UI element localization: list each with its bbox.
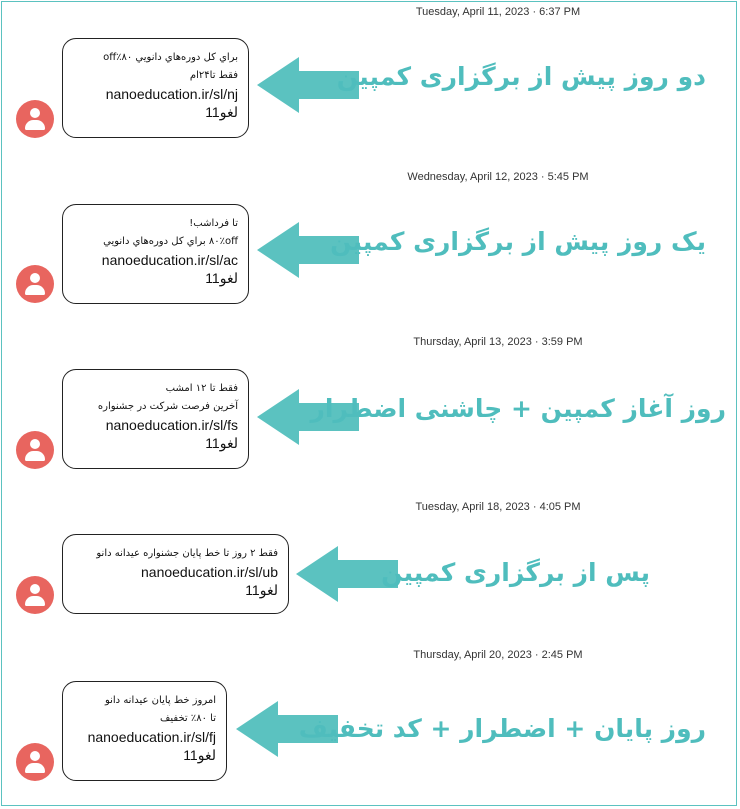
avatar-icon [16,100,54,138]
message-timestamp: Wednesday, April 12, 2023 · 5:45 PM [407,171,589,183]
message-timestamp: Thursday, April 13, 2023 · 3:59 PM [413,336,583,348]
message-unsubscribe: لغو11 [183,747,216,763]
message-text-line: امروز خط پايان عيدانه دانو [104,695,216,706]
message-link[interactable]: nanoeducation.ir/sl/nj [105,86,238,102]
message-unsubscribe: لغو11 [205,270,238,286]
message-text-line: تا ۸۰٪ تخفيف [160,713,216,724]
avatar-icon [16,743,54,781]
message-text-line: ۸۰٪off براي كل دوره‌هاي دانويي [103,236,238,247]
message-unsubscribe: لغو11 [245,582,278,598]
message-timestamp: Tuesday, April 11, 2023 · 6:37 PM [415,6,581,18]
message-bubble[interactable] [62,681,227,781]
message-link[interactable]: nanoeducation.ir/sl/fj [87,729,216,745]
avatar-icon [16,265,54,303]
annotation-caption: دو روز پیش از برگزاری کمپین [336,62,706,91]
message-unsubscribe: لغو11 [205,435,238,451]
message-bubble[interactable] [62,204,249,304]
annotation-caption: روز آغاز کمپین + چاشنی اضطرار [310,394,726,423]
message-unsubscribe: لغو11 [205,104,238,120]
message-link[interactable]: nanoeducation.ir/sl/ub [141,564,278,580]
message-bubble[interactable] [62,38,249,138]
message-timestamp: Tuesday, April 18, 2023 · 4:05 PM [415,501,581,513]
message-timestamp: Thursday, April 20, 2023 · 2:45 PM [413,649,583,661]
message-text-line: تا فرداشب! [189,218,238,229]
message-bubble[interactable] [62,369,249,469]
message-bubble[interactable] [62,534,289,614]
message-text-line: فقط ۲ روز تا خط پايان جشنواره عيدانه دانو [96,548,278,559]
annotation-caption: روز پایان + اضطرار + کد تخفیف [298,714,706,743]
message-link[interactable]: nanoeducation.ir/sl/fs [105,417,238,433]
avatar-icon [16,431,54,469]
message-text-line: آخرين فرصت شركت در جشنواره [97,401,238,412]
annotation-caption: یک روز پیش از برگزاری کمپین [330,227,706,256]
avatar-icon [16,576,54,614]
message-link[interactable]: nanoeducation.ir/sl/ac [101,252,238,268]
message-text-line: فقط تا ۱۲ امشب [165,383,238,394]
message-text-line: براي كل دوره‌هاي دانويي ۸۰٪off [103,52,238,63]
message-text-line: فقط تا۲۴ام [189,70,238,81]
annotation-caption: پس از برگزاری کمپین [381,558,650,587]
